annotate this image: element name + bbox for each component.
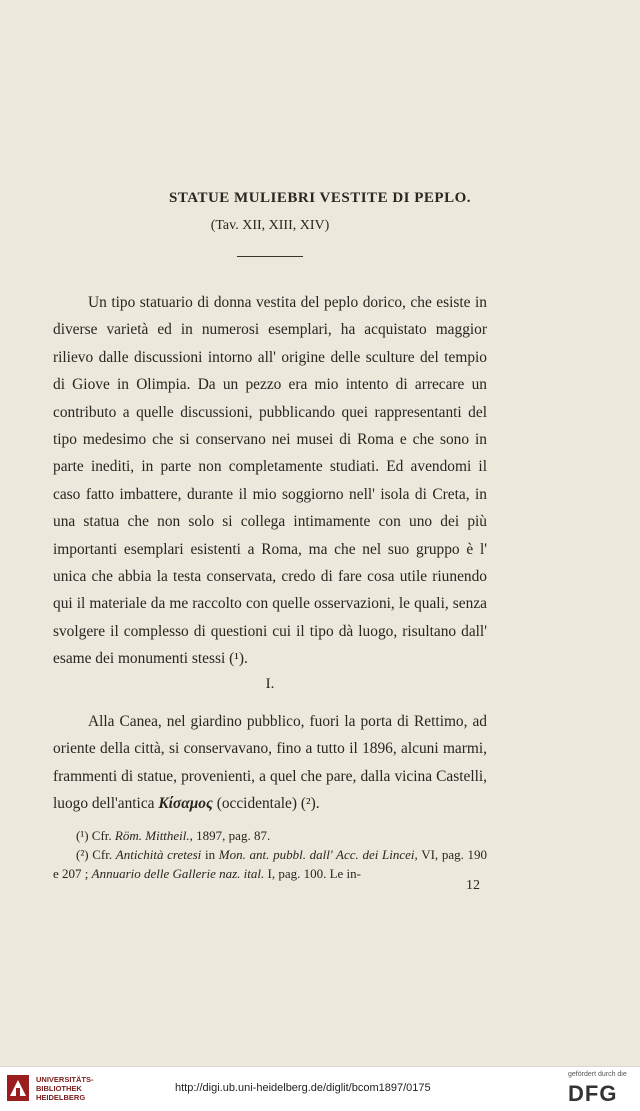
- paragraph-1: Un tipo statuario di donna vestita del peplo dorico, che esiste in diverse varietà ed in numerosi esemplari, ha acquistato maggior rilievo dalle discussioni intorno all' origine delle sculture del tempio di Giove in Olimpia. Da un pezzo era mio intento di arrecare un contributo a quelle discussioni, pubblicando quei rappresentanti del tipo medesimo che si conservano nei musei di Roma e che sono in parte inediti, in parte non completamente studiati. Ed avendomi il caso fatto imbattere, durante il mio soggiorno nell' isola di Creta, in una statua che non solo si collega intimamente con uno dei più importanti esemplari esistenti a Roma, ma che nel suo gruppo è l' unica che abbia la testa conservata, credo di fare cosa utile riunendo qui il materiale da me raccolto con quelle osservazioni, le quali, senza svolgere il complesso di questioni cui il tipo dà luogo, risultano dall' esame dei monumenti stessi (¹).: [53, 294, 487, 668]
- footnote-1: [53, 826, 487, 845]
- footnote-2-mid-2: VI, pag. 190 e 207 ;: [53, 847, 488, 881]
- article-subtitle: (Tav. XII, XIII, XIV): [210, 218, 330, 233]
- greek-word: Κίσαμος: [158, 795, 213, 813]
- footnote-2-mid-1: in: [204, 847, 216, 862]
- body-section-1: [53, 289, 487, 673]
- permalink-url[interactable]: http://digi.ub.uni-heidelberg.de/diglit/bcom1897/0175: [175, 1082, 431, 1094]
- library-logo-text[interactable]: [36, 1075, 94, 1102]
- paragraph-2-start: Alla Canea, nel giardino pubblico, fuori la porta di Rettimo, ad oriente della città, si conservavano, fino a tutto il 1896, alcuni marmi, frammenti di statue, provenienti, a quel che pare, dalla vicina Castelli, luogo dell'antica: [53, 713, 487, 813]
- page-number: 12: [466, 878, 480, 893]
- dfg-logo[interactable]: DFG: [568, 1081, 618, 1106]
- title-rule: [237, 256, 303, 257]
- library-logo-icon[interactable]: [6, 1074, 30, 1102]
- sponsor-note: gefördert durch die: [568, 1071, 627, 1078]
- footnote-2-end: I, pag. 100. Le in-: [267, 866, 361, 881]
- footnote-1-rest: 1897, pag. 87.: [196, 828, 271, 843]
- viewer-footer: [0, 1066, 640, 1111]
- footnote-2-source-3: Annuario delle Gallerie naz. ital.: [91, 866, 265, 881]
- footnote-2-source-1: Antichità cretesi: [115, 847, 202, 862]
- footnotes: [53, 826, 487, 883]
- logo-line-1: UNIVERSITÄTS-: [36, 1075, 94, 1084]
- paragraph-2-end: (occidentale) (²).: [216, 795, 320, 813]
- footnote-1-prefix: (¹) Cfr.: [76, 828, 112, 843]
- body-section-2: [53, 708, 487, 818]
- logo-line-3: HEIDELBERG: [36, 1093, 86, 1102]
- article-title: STATUE MULIEBRI VESTITE DI PEPLO.: [169, 190, 471, 206]
- footnote-2-prefix: (²) Cfr.: [76, 847, 113, 862]
- footnote-2-source-2: Mon. ant. pubbl. dall' Acc. dei Lincei,: [218, 847, 418, 862]
- paragraph-2: [53, 708, 487, 818]
- logo-line-2: BIBLIOTHEK: [36, 1084, 82, 1093]
- section-heading: I.: [265, 676, 275, 692]
- footnote-1-source: Röm. Mittheil.,: [114, 828, 193, 843]
